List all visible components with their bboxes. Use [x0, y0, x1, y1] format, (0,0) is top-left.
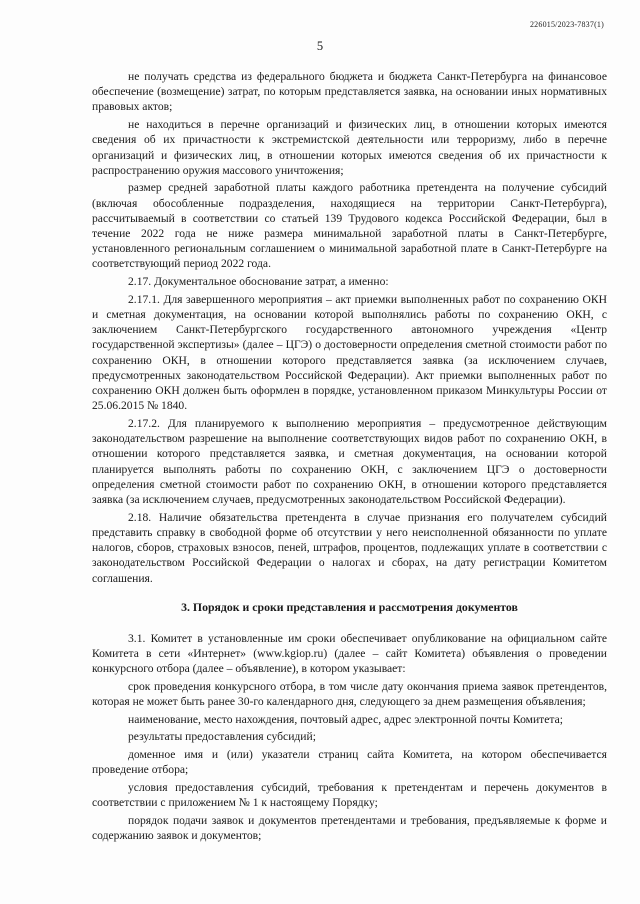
- paragraph: 2.17. Документальное обоснование затрат, а именно:: [128, 275, 389, 289]
- paragraph: срок проведения конкурсного отбора, в том числе дату окончания приема заявок претендентов, которая не может быть ранее 30-го календарного дня, следующего за днем размещения объявления;: [92, 679, 607, 709]
- paragraph: порядок подачи заявок и документов претендентами и требования, предъявляемые к форме и содержанию заявок и документов;: [92, 813, 607, 843]
- document-number: 226015/2023-7837(1): [529, 20, 604, 29]
- paragraph: не получать средства из федерального бюджета и бюджета Санкт-Петербурга на финансовое обеспечение (возмещение) затрат, по которым представляется заявка, на основании иных нормативных правовых актов;: [92, 70, 607, 114]
- paragraph: доменное имя и (или) указатели страниц сайта Комитета, на котором обеспечивается проведение отбора;: [92, 748, 607, 777]
- page-number: 5: [316, 39, 324, 53]
- paragraph: не находиться в перечне организаций и физических лиц, в отношении которых имеются сведения об их причастности к экстремистской деятельности или терроризму, либо в перечне организаций и физических лиц, в отношении которых имеются сведения об их причастности к распространению оружия массового уничтожения;: [92, 118, 607, 177]
- paragraph: 3.1. Комитет в установленные им сроки обеспечивает опубликование на официальном сайте Комитета в сети «Интернет» (www.kgiop.ru) (далее – сайт Комитета) объявления о проведении конкурсного отбора (далее – объявление), в котором указывает:: [92, 631, 607, 676]
- paragraph: наименование, место нахождения, почтовый адрес, адрес электронной почты Комитета;: [128, 712, 563, 726]
- paragraph: 2.17.2. Для планируемого к выполнению мероприятия – предусмотренное действующим законодательством разрешение на выполнение соответствующих видов работ по сохранению ОКН, в отношении которого представляется заявка, и сметная документация, на основании которой планируется выполнять работы по сохранению ОКН, с заключением ЦГЭ о достоверности определения сметной стоимости работ по сохранению ОКН, в отношении которого представляется заявка (за исключением случаев, предусмотренных законодательством Российской Федерации).: [92, 416, 607, 506]
- paragraph: условия предоставления субсидий, требования к претендентам и перечень документов в соответствии с приложением № 1 к настоящему Порядку;: [92, 781, 607, 810]
- paragraph: 2.17.1. Для завершенного мероприятия – акт приемки выполненных работ по сохранению ОКН и сметная документация, на основании которой выполнялись работы по сохранению ОКН, с заключением Санкт-Петербургского государственного автономного учреждения «Центр государственной экспертизы» (далее – ЦГЭ) о достоверности определения сметной стоимости работ по сохранению ОКН, в отношении которого представляется заявка (за исключением случаев, предусмотренных законодательством Российской Федерации). Акт приемки выполненных работ по сохранению ОКН должен быть оформлен в порядке, установленном приказом Минкультуры России от 25.06.2015 № 1840.: [92, 292, 607, 413]
- paragraph: 2.18. Наличие обязательства претендента в случае признания его получателем субсидий представить справку в свободной форме об отсутствии у него неисполненной обязанности по уплате налогов, сборов, страховых взносов, пеней, штрафов, процентов, подлежащих уплате в соответствии с законодательством Российской Федерации о налогах и сборах, на дату регистрации Комитетом соглашения.: [92, 510, 607, 585]
- paragraph: размер средней заработной платы каждого работника претендента на получение субсидий (включая обособленные подразделения, находящиеся на территории Санкт-Петербурга), рассчитываемый в соответствии со статьей 139 Трудового кодекса Российской Федерации, был в течение 2022 года не ниже размера минимальной заработной платы в Санкт-Петербурге, установленного региональным соглашением о минимальной заработной плате в Санкт-Петербурге на соответствующий период 2022 года.: [92, 181, 607, 271]
- section-heading: 3. Порядок и сроки представления и рассмотрения документов: [181, 599, 518, 614]
- document-body: [92, 69, 607, 846]
- paragraph: результаты предоставления субсидий;: [128, 730, 316, 744]
